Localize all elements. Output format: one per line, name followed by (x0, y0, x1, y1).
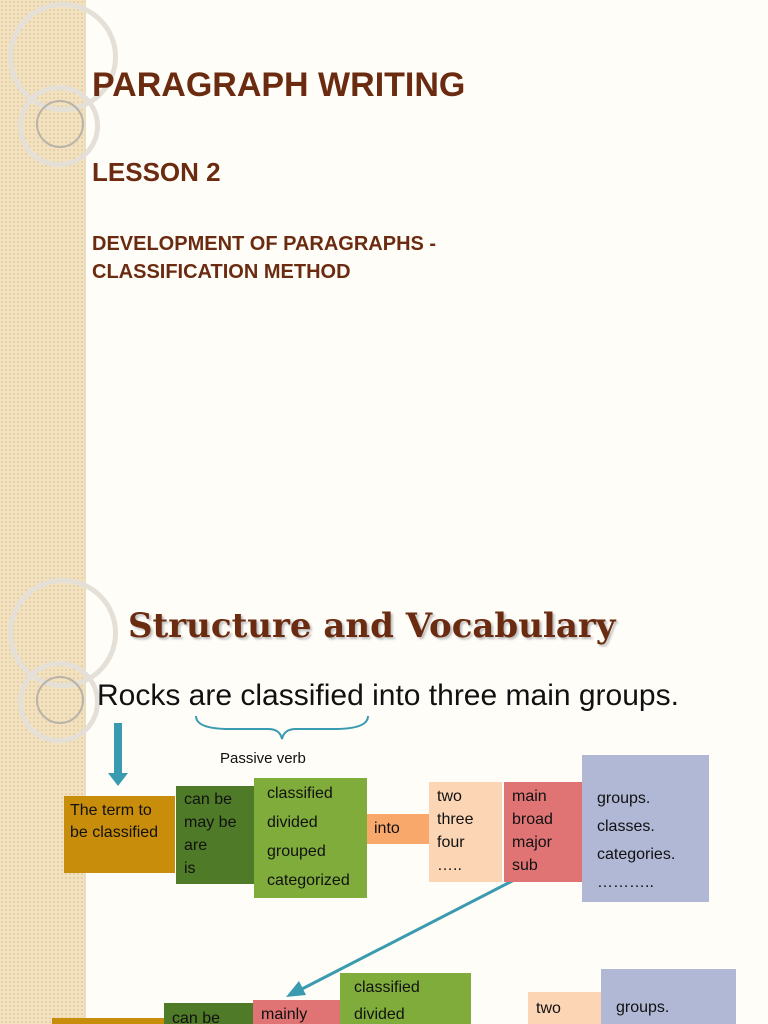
verb-item: classified (267, 785, 333, 802)
page-title: PARAGRAPH WRITING (92, 66, 466, 104)
noun-item: ……….. (597, 874, 654, 891)
down-arrow-shaft (114, 723, 122, 775)
adjective-item: broad (512, 811, 553, 828)
modal-item: may be (184, 814, 237, 831)
passive-verb-label: Passive verb (220, 750, 306, 767)
modal-text-row2: can be (172, 1010, 221, 1024)
term-text: The term to be classified (70, 802, 159, 841)
modal-box (176, 786, 254, 884)
verb-item: grouped (267, 843, 326, 860)
number-item: ….. (437, 857, 462, 874)
noun-box (582, 755, 709, 902)
number-text-row2: two (536, 1000, 561, 1017)
modal-box-row2 (164, 1003, 254, 1024)
noun-box-row2 (601, 969, 736, 1024)
noun-item: categories. (597, 846, 676, 863)
term-box-row2 (52, 1018, 164, 1024)
preposition-text: into (374, 820, 400, 837)
noun-text-row2: groups. (616, 999, 670, 1016)
verb-item: divided (267, 814, 318, 831)
adverb-box-row2 (253, 1000, 340, 1024)
verb-item-row2: divided (354, 1006, 405, 1023)
modal-item: is (184, 860, 196, 877)
diagonal-arrow-head (286, 981, 306, 997)
number-box (429, 782, 502, 882)
modal-item: are (184, 837, 208, 854)
number-item: four (437, 834, 465, 851)
term-box (64, 796, 175, 873)
noun-item: classes. (597, 818, 655, 835)
passive-verb-brace (196, 716, 368, 739)
number-item: two (437, 788, 462, 805)
structure-slide (0, 576, 768, 1024)
slide-title: Structure and Vocabulary (128, 606, 616, 646)
down-arrow-head (108, 773, 128, 786)
verb-box (254, 778, 367, 898)
number-box-row2 (528, 992, 601, 1024)
adjective-item: major (512, 834, 553, 851)
adjective-item: main (512, 788, 547, 805)
lesson-heading: LESSON 2 (92, 157, 221, 187)
subtitle-line-2: CLASSIFICATION METHOD (92, 261, 351, 283)
verb-item-row2: classified (354, 979, 420, 996)
decorative-ring (36, 100, 84, 148)
adjective-item: sub (512, 857, 538, 874)
verb-box-row2 (340, 973, 471, 1024)
example-sentence: Rocks are classified into three main groups. (97, 679, 679, 712)
subtitle-line-1: DEVELOPMENT OF PARAGRAPHS - (92, 233, 437, 255)
adjective-box (504, 782, 582, 882)
adverb-text-row2: mainly (261, 1006, 308, 1023)
preposition-box (367, 814, 429, 844)
lesson-subtitle (92, 230, 436, 286)
modal-item: can be (184, 791, 233, 808)
number-item: three (437, 811, 474, 828)
noun-item: groups. (597, 790, 651, 807)
verb-item: categorized (267, 872, 350, 889)
